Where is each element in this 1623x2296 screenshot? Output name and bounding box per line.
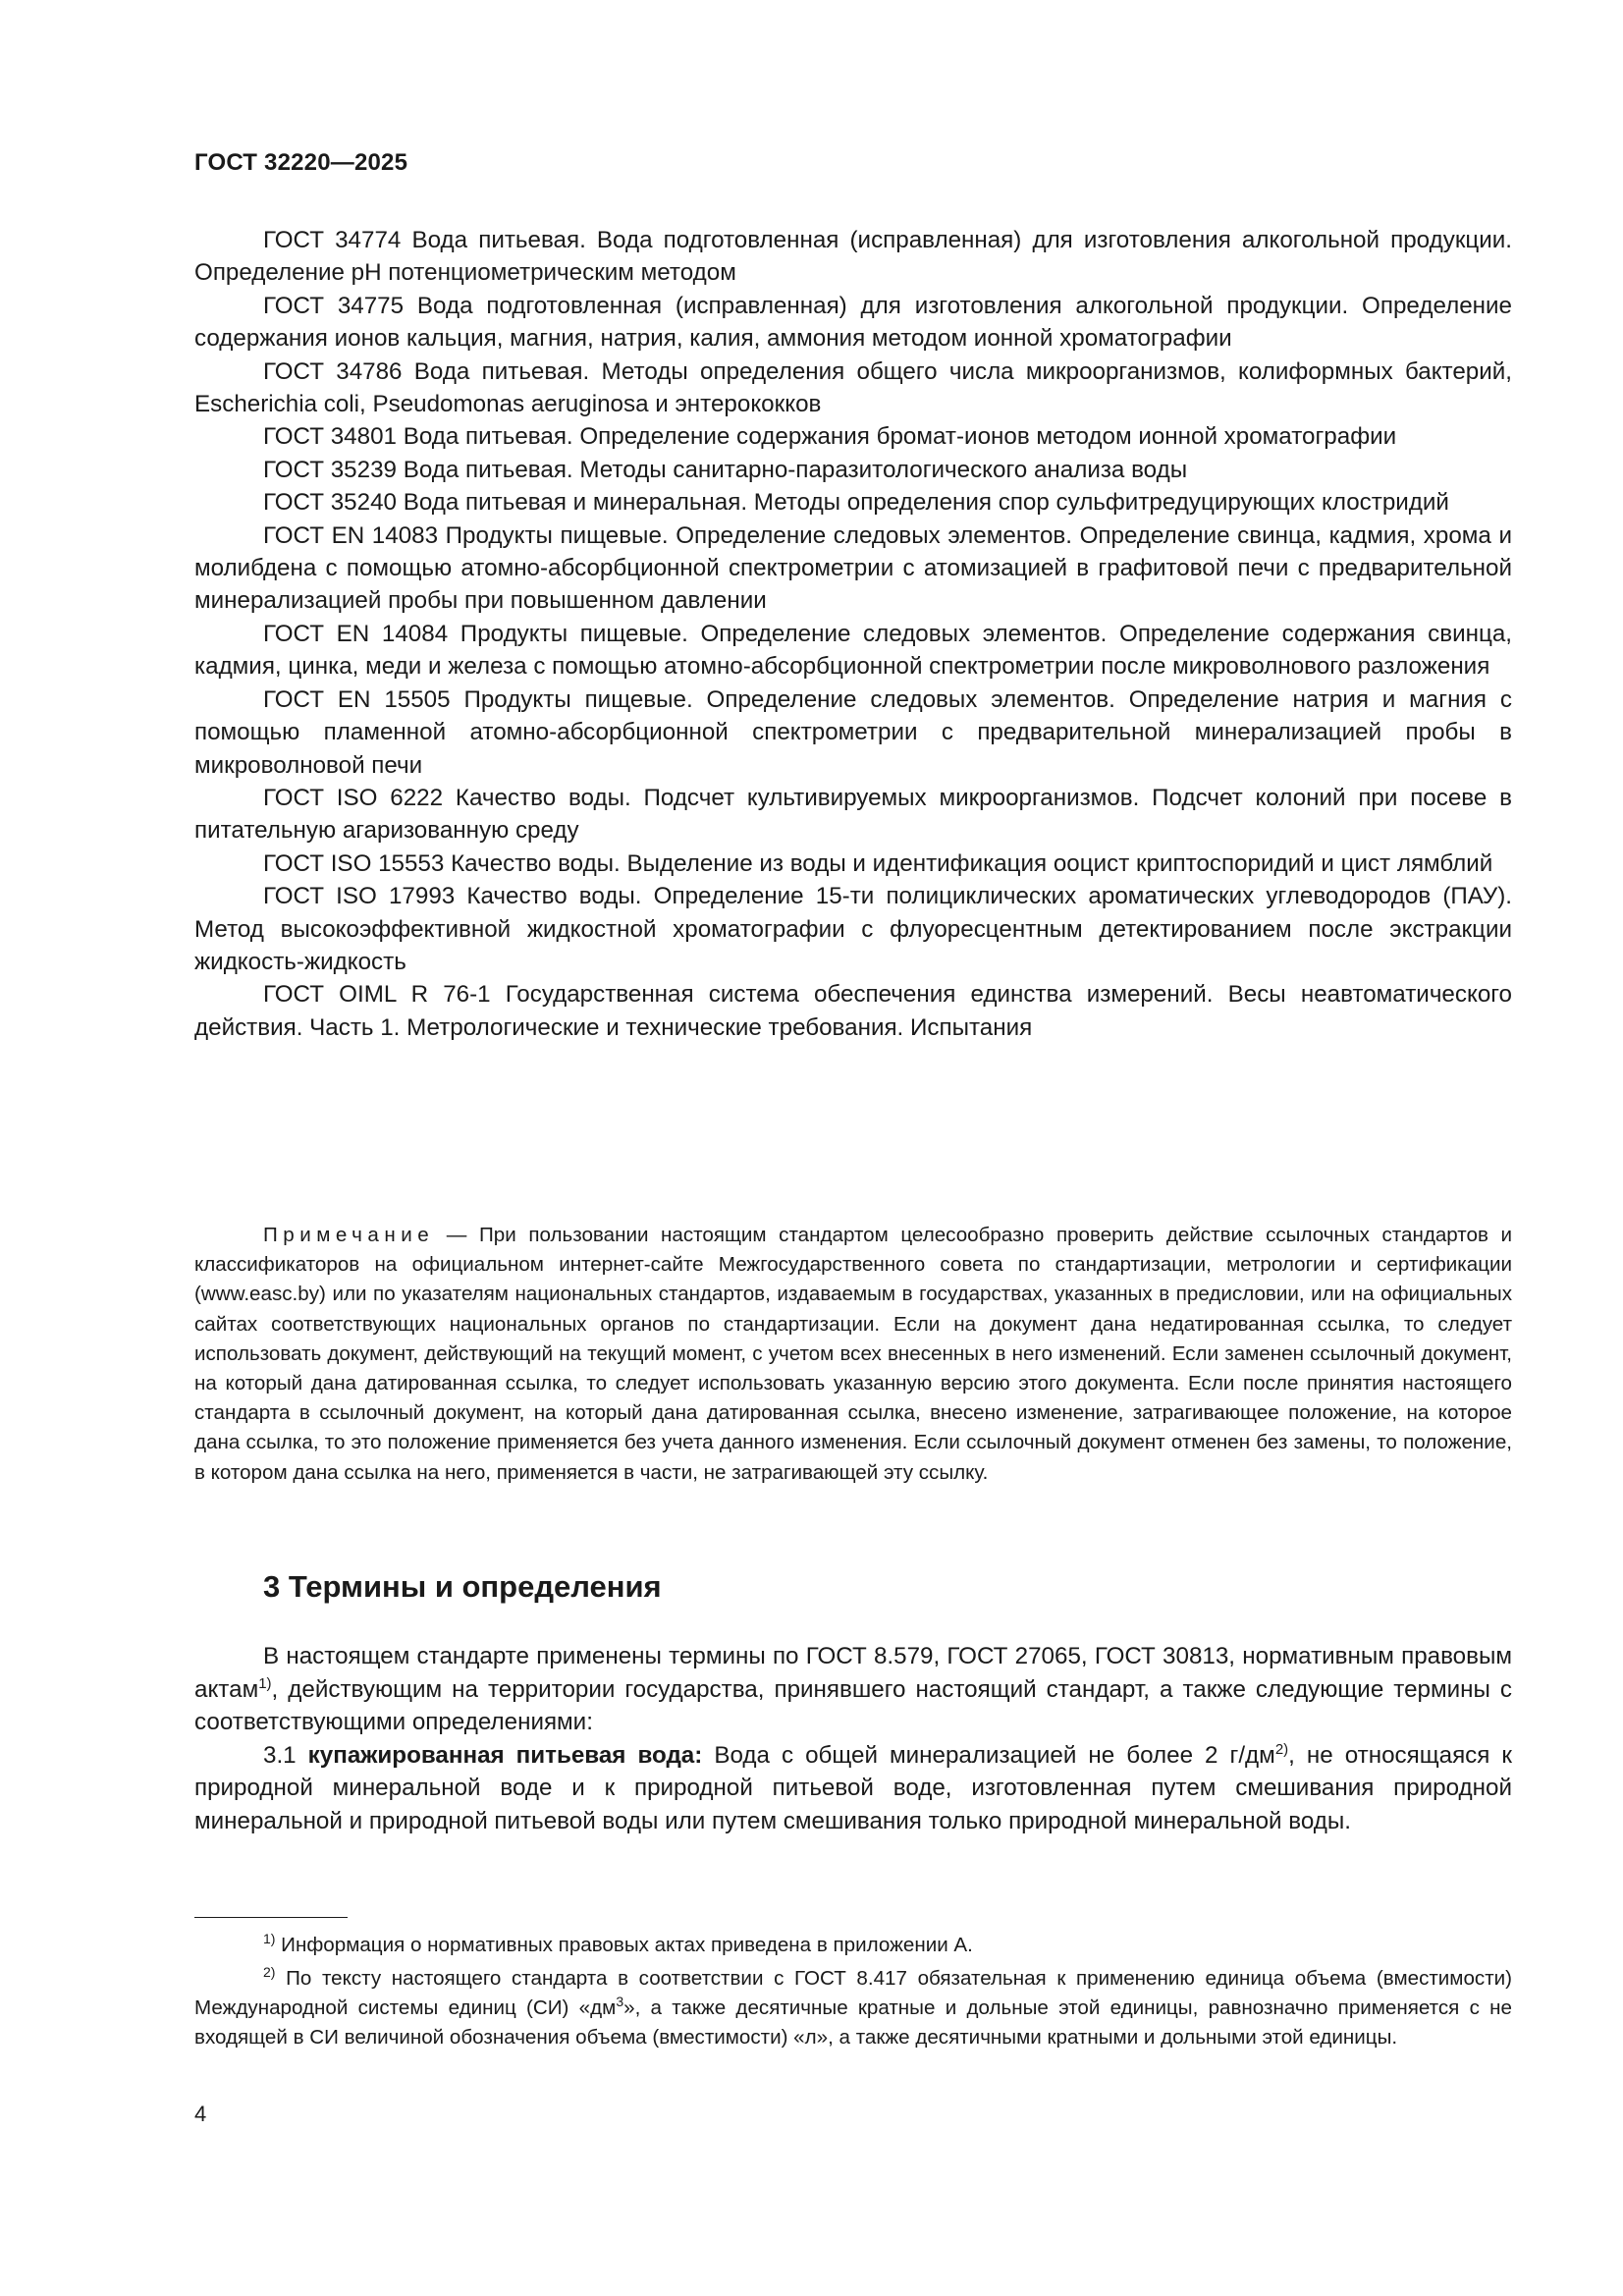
reference-title: Качество воды. Подсчет культивируемых микроорганизмов. Подсчет колоний при посеве в питательную агаризованную среду [194, 784, 1512, 845]
page-number: 4 [194, 2102, 207, 2126]
reference-title: Качество воды. Выделение из воды и идентификация ооцист криптоспоридий и цист лямблий [444, 849, 1493, 877]
reference-code: ГОСТ EN 14083 [263, 521, 439, 549]
reference-title: Продукты пищевые. Определение следовых элементов. Определение натрия и магния с помощью пламенной атомно-абсорбционной спектрометрии с предварительной минерализацией пробы в микроволновой печи [194, 685, 1512, 779]
reference-title: Вода подготовленная (исправленная) для изготовления алкогольной продукции. Определение содержания ионов кальция, магния, натрия, калия, аммония методом ионной хроматографии [194, 292, 1512, 353]
reference-code: ГОСТ 34801 [263, 423, 397, 451]
reference-title: Вода питьевая и минеральная. Методы определения спор сульфитредуцирующих клостридий [396, 489, 1449, 517]
reference-code: ГОСТ ISO 17993 [263, 883, 456, 910]
intro-text: В настоящем стандарте применены термины по ГОСТ 8.579, ГОСТ 27065, ГОСТ 30813, нормативным правовым актам [194, 1643, 1512, 1703]
footnotes [194, 1931, 1512, 2056]
reference-item [194, 782, 1512, 847]
reference-code: ГОСТ OIML R 76-1 [263, 981, 491, 1009]
note-label: Примечание [263, 1224, 435, 1246]
reference-item [194, 486, 1512, 519]
footnote-superscript: 3 [616, 1994, 624, 2010]
definition-number: 3.1 [263, 1741, 308, 1769]
reference-item [194, 978, 1512, 1044]
section-intro-paragraph [194, 1640, 1512, 1739]
footnote-text-continued: », а также десятичные кратные и дольные этой единицы, равнозначно применяется с не входящей в СИ величиной обозначения объема (вместимости) «л», а также десятичными кратными и дольными этой единицы. [194, 1996, 1512, 2049]
reference-item [194, 618, 1512, 683]
reference-title: Вода питьевая. Вода подготовленная (исправленная) для изготовления алкогольной продукции. Определение pH потенциометрическим методом [194, 227, 1512, 287]
reference-title: Вода питьевая. Методы определения общего числа микроорганизмов, колиформных бактерий, Escherichia coli, Pseudomonas aeruginosa и энтерококков [194, 357, 1512, 418]
reference-item [194, 683, 1512, 782]
intro-text-continued: , действующим на территории государства, принявшего настоящий стандарт, а также следующие термины с соответствующими определениями: [194, 1675, 1512, 1736]
footnote-ref: 2) [1274, 1740, 1289, 1758]
footnote-mark: 1) [263, 1931, 276, 1947]
reference-code: ГОСТ 34786 [263, 357, 403, 385]
reference-item [194, 847, 1512, 880]
footnote-item [194, 1964, 1512, 2052]
definition-paragraph [194, 1739, 1512, 1838]
defined-term: купажированная питьевая вода: [307, 1741, 703, 1769]
note-text: — При пользовании настоящим стандартом целесообразно проверить действие ссылочных стандартов и классификаторов на официальном интернет-сайте Межгосударственного совета по стандартизации, метрологии и сертификации (www.easc.by) или по указателям национальных стандартов, издаваемым в государствах, указанных в предисловии, или на официальных сайтах соответствующих национальных органов по стандартизации. Если на документ дана недатированная ссылка, то следует использовать документ, действующий на текущий момент, с учетом всех внесенных в него изменений. Если заменен ссылочный документ, на который дана датированная ссылка, то следует использовать указанную версию этого документа. Если после принятия настоящего стандарта в ссылочный документ, на который дана датированная ссылка, внесено изменение, затрагивающее положение, на которое дана ссылка, то это положение применяется без учета данного изменения. Если ссылочный документ отменен без замены, то положение, в котором дана ссылка на него, применяется в части, не затрагивающей эту ссылку. [194, 1224, 1512, 1484]
reference-item [194, 519, 1512, 618]
reference-code: ГОСТ ISO 15553 [263, 849, 445, 877]
reference-item [194, 355, 1512, 421]
note-paragraph [194, 1221, 1512, 1488]
reference-code: ГОСТ EN 15505 [263, 685, 451, 713]
reference-item [194, 420, 1512, 453]
reference-title: Вода питьевая. Методы санитарно-паразитологического анализа воды [396, 456, 1188, 483]
document-header: ГОСТ 32220—2025 [194, 149, 408, 176]
reference-item [194, 290, 1512, 355]
footnote-ref: 1) [258, 1674, 272, 1692]
section-heading: 3 Термины и определения [263, 1569, 662, 1604]
footnote-item [194, 1931, 1512, 1960]
reference-code: ГОСТ 34774 [263, 227, 402, 253]
footnote-text: Информация о нормативных правовых актах приведена в приложении А. [275, 1934, 973, 1956]
reference-item [194, 224, 1512, 290]
reference-title: Качество воды. Определение 15-ти полициклических ароматических углеводородов (ПАУ). Метод высокоэффективной жидкостной хроматографии с флуоресцентным детектированием после экстракции жидкость-жидкость [194, 883, 1512, 975]
footnote-text: По тексту настоящего стандарта в соответствии с ГОСТ 8.417 обязательная к применению единица объема (вместимости) Международной системы единиц (СИ) «дм [194, 1967, 1512, 2019]
reference-title: Государственная система обеспечения единства измерений. Весы неавтоматического действия. Часть 1. Метрологические и технические требования. Испытания [194, 981, 1513, 1041]
reference-code: ГОСТ ISO 6222 [263, 784, 444, 811]
reference-code: ГОСТ EN 14084 [263, 620, 449, 647]
footnote-mark: 2) [263, 1964, 276, 1981]
footnote-separator [194, 1917, 348, 1918]
reference-code: ГОСТ 35239 [263, 456, 397, 483]
reference-item [194, 454, 1512, 486]
reference-title: Продукты пищевые. Определение следовых элементов. Определение свинца, кадмия, хрома и молибдена с помощью атомно-абсорбционной спектрометрии с атомизацией в графитовой печи с предварительной минерализацией пробы при повышенном давлении [194, 521, 1512, 615]
normative-references-list [194, 224, 1512, 1044]
reference-title: Вода питьевая. Определение содержания бромат-ионов методом ионной хроматографии [396, 423, 1397, 451]
definition-text: Вода с общей минерализацией не более 2 г/дм [702, 1741, 1275, 1769]
definition-text-continued: , не относящаяся к природной минеральной воде и к природной питьевой воде, изготовленная путем смешивания природной минеральной и природной питьевой воды или путем смешивания только природной минеральной воды. [194, 1741, 1512, 1834]
reference-item [194, 880, 1512, 978]
reference-title: Продукты пищевые. Определение следовых элементов. Определение содержания свинца, кадмия, цинка, меди и железа с помощью атомно-абсорбционной спектрометрии после микроволнового разложения [194, 620, 1512, 681]
section-body [194, 1640, 1512, 1838]
reference-code: ГОСТ 35240 [263, 489, 397, 517]
reference-code: ГОСТ 34775 [263, 292, 405, 319]
